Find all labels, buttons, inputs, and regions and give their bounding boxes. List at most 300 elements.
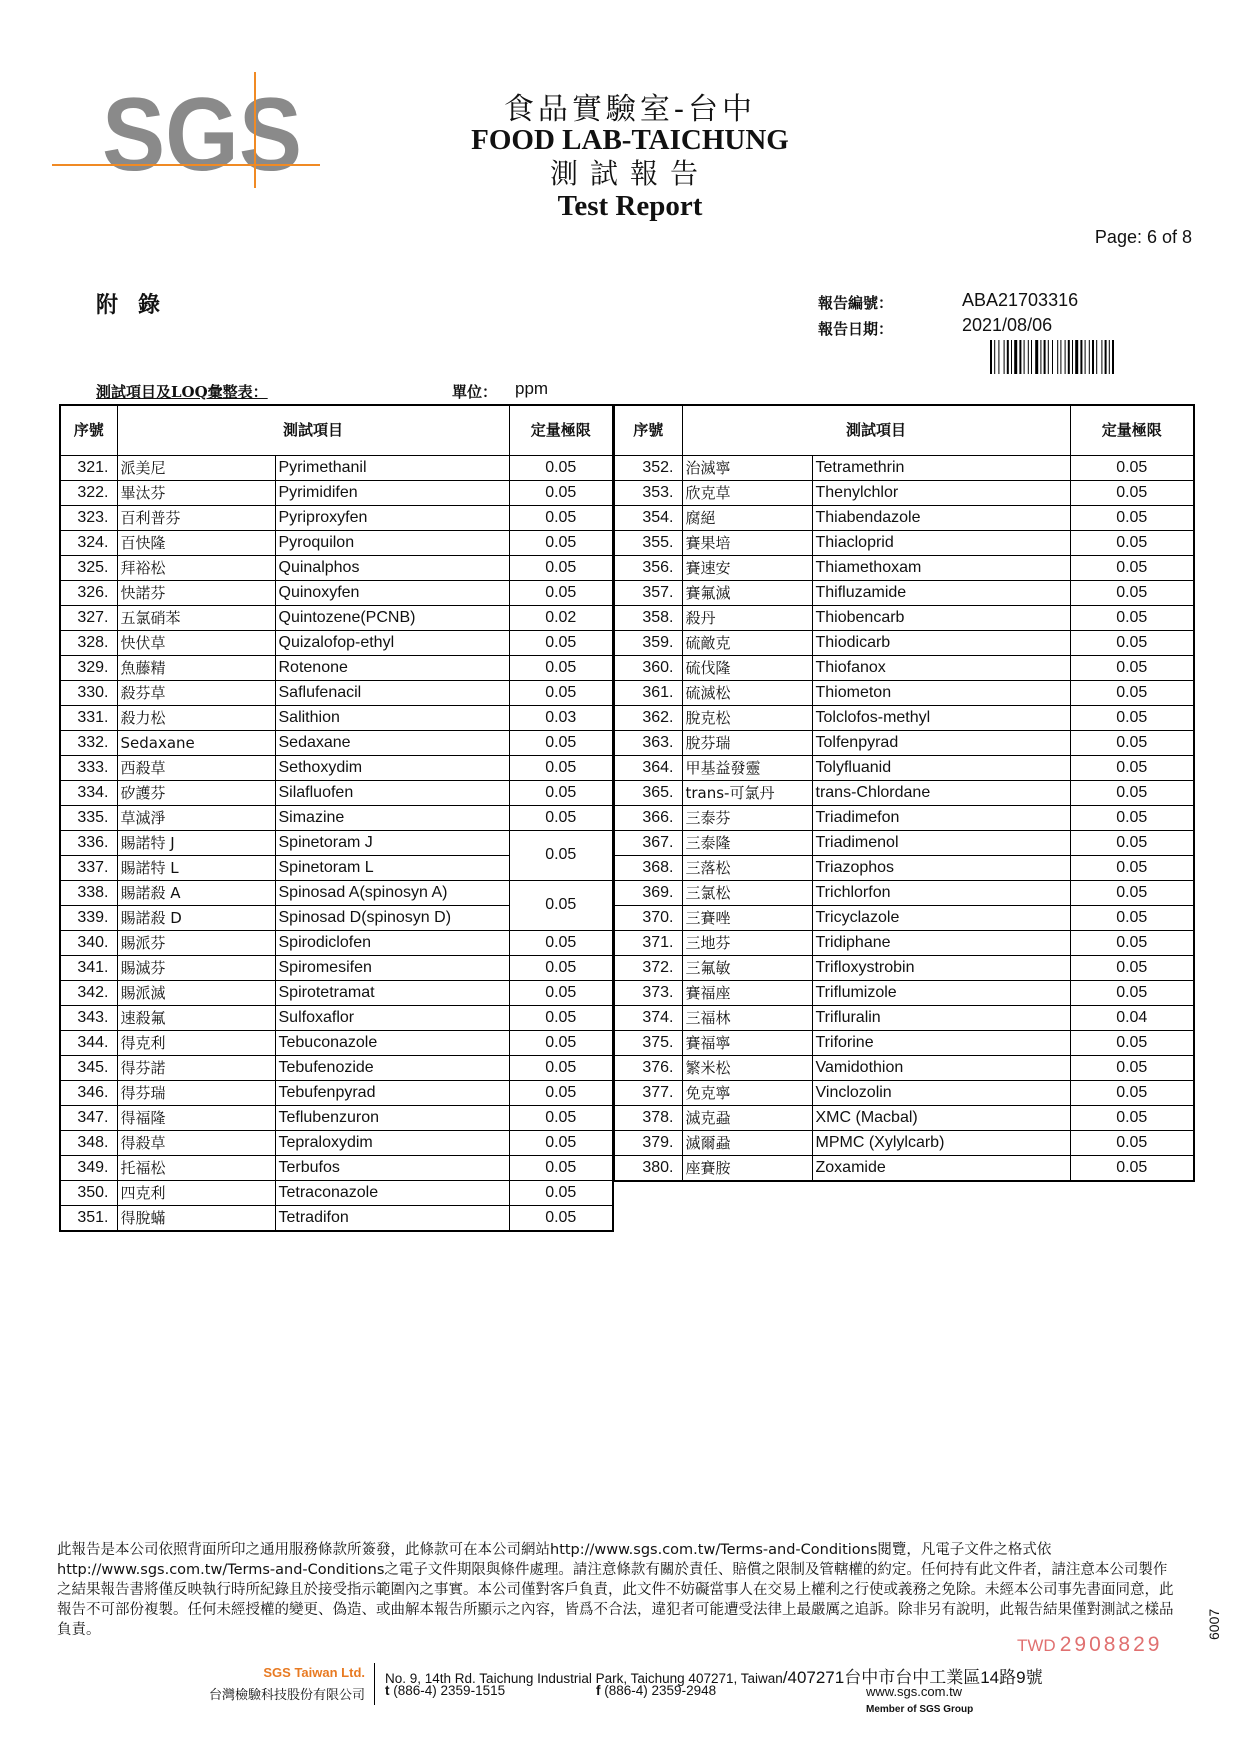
item-name-en: Tolfenpyrad [812,730,1070,755]
quantification-limit: 0.05 [1070,755,1194,780]
item-name-en: Terbufos [275,1155,509,1180]
table-row [60,630,613,655]
item-name-en: Trichlorfon [812,880,1070,905]
table-row [614,855,1194,880]
row-number: 378. [614,1105,682,1130]
row-number: 333. [60,755,117,780]
item-name-zh: 滅克蝨 [682,1105,812,1130]
quantification-limit: 0.05 [1070,805,1194,830]
item-name-zh: 脫芬瑞 [682,730,812,755]
row-number: 335. [60,805,117,830]
table-row [614,830,1194,855]
quantification-limit: 0.05 [1070,905,1194,930]
table-row [60,1030,613,1055]
item-name-zh: 得殺草 [117,1130,275,1155]
row-number: 353. [614,480,682,505]
item-name-en: Spinetoram L [275,855,509,880]
item-name-en: Thiometon [812,680,1070,705]
row-number: 322. [60,480,117,505]
item-name-zh: 草滅淨 [117,805,275,830]
item-name-zh: 繁米松 [682,1055,812,1080]
item-name-en: Quinalphos [275,555,509,580]
row-number: 355. [614,530,682,555]
item-name-en: Tridiphane [812,930,1070,955]
row-number: 324. [60,530,117,555]
table-row [60,1055,613,1080]
item-name-en: Triadimefon [812,805,1070,830]
row-number: 350. [60,1180,117,1205]
item-name-en: Tepraloxydim [275,1130,509,1155]
item-name-en: Quintozene(PCNB) [275,605,509,630]
quantification-limit: 0.05 [1070,680,1194,705]
row-number: 356. [614,555,682,580]
table-row [60,830,613,855]
company-name-zh: 台灣檢驗科技股份有限公司 [208,1688,365,1703]
disclaimer-text: 此報告是本公司依照背面所印之通用服務條款所簽發，此條款可在本公司網站 [57,1542,550,1558]
item-name-zh: 賽福寧 [682,1030,812,1055]
item-name-zh: 矽護芬 [117,780,275,805]
quantification-limit: 0.05 [509,505,613,530]
item-name-en: Trifloxystrobin [812,955,1070,980]
table-row [614,505,1194,530]
serial-prefix: TWD [1017,1636,1056,1655]
quantification-limit: 0.05 [509,455,613,480]
quantification-limit: 0.05 [509,680,613,705]
row-number: 370. [614,905,682,930]
item-name-zh: 賽福座 [682,980,812,1005]
address-zh: /407271台中市台中工業區14路9號 [782,1668,1043,1687]
item-name-en: XMC (Macbal) [812,1105,1070,1130]
report-date-label: 報告日期： [818,320,894,338]
quantification-limit: 0.05 [509,755,613,780]
item-name-zh: 座賽胺 [682,1155,812,1181]
item-name-zh: 治滅寧 [682,455,812,480]
quantification-limit: 0.05 [509,1080,613,1105]
table-row [60,880,613,905]
quantification-limit: 0.05 [509,555,613,580]
row-number: 332. [60,730,117,755]
item-name-zh: 賽果培 [682,530,812,555]
row-number: 374. [614,1005,682,1030]
quantification-limit: 0.05 [1070,655,1194,680]
table-row [614,980,1194,1005]
row-number: 359. [614,630,682,655]
row-number: 380. [614,1155,682,1181]
loq-table-left [59,404,614,1232]
quantification-limit: 0.05 [1070,705,1194,730]
item-name-en: Simazine [275,805,509,830]
quantification-limit: 0.05 [509,880,613,930]
table-row [614,1030,1194,1055]
appendix-title: 附錄 [96,292,181,318]
row-number: 358. [614,605,682,630]
item-name-en: Quinoxyfen [275,580,509,605]
table-row [60,1105,613,1130]
item-name-zh: 百快隆 [117,530,275,555]
row-number: 372. [614,955,682,980]
item-name-zh: 腐絕 [682,505,812,530]
fax [596,1683,716,1698]
table-row [60,480,613,505]
disclaimer-text: 閱覽，凡電子文件之格式依 [877,1542,1052,1558]
item-name-en: Sedaxane [275,730,509,755]
summary-title: 測試項目及LOQ彙整表： [96,383,268,401]
row-number: 343. [60,1005,117,1030]
item-name-zh: 三氟敏 [682,955,812,980]
item-name-zh: 速殺氟 [117,1005,275,1030]
table-row [60,655,613,680]
item-name-zh: 四克利 [117,1180,275,1205]
sgs-logo [52,72,322,188]
row-number: 340. [60,930,117,955]
lab-title-zh: 食品實驗室-台中 [503,92,757,127]
row-number: 363. [614,730,682,755]
quantification-limit: 0.05 [1070,730,1194,755]
row-number: 339. [60,905,117,930]
item-name-zh: 賜諾殺 A [117,880,275,905]
table-row [614,880,1194,905]
column-header-limit: 定量極限 [1070,405,1194,455]
table-row [60,1180,613,1205]
item-name-en: Spinetoram J [275,830,509,855]
table-row [60,780,613,805]
quantification-limit: 0.05 [1070,880,1194,905]
row-number: 364. [614,755,682,780]
quantification-limit: 0.05 [1070,1080,1194,1105]
quantification-limit: 0.05 [509,580,613,605]
item-name-zh: 殺丹 [682,605,812,630]
item-name-en: Thifluzamide [812,580,1070,605]
item-name-zh: 魚藤精 [117,655,275,680]
table-row [614,1080,1194,1105]
item-name-zh: 賜諾特 J [117,830,275,855]
item-name-en: Tolyfluanid [812,755,1070,780]
quantification-limit: 0.05 [509,980,613,1005]
item-name-zh: 三賽唑 [682,905,812,930]
row-number: 375. [614,1030,682,1055]
item-name-en: Spirotetramat [275,980,509,1005]
table-row [60,805,613,830]
quantification-limit: 0.05 [1070,1130,1194,1155]
table-row [60,1205,613,1231]
item-name-zh: 派美尼 [117,455,275,480]
row-number: 344. [60,1030,117,1055]
phone [385,1683,505,1698]
unit-value: ppm [515,379,549,398]
quantification-limit: 0.05 [509,930,613,955]
item-name-zh: 滅爾蝨 [682,1130,812,1155]
item-name-zh: trans-可氯丹 [682,780,812,805]
item-name-zh: 得克利 [117,1030,275,1055]
table-row [614,680,1194,705]
item-name-en: Rotenone [275,655,509,680]
item-name-zh: 得脫蟎 [117,1205,275,1231]
row-number: 368. [614,855,682,880]
item-name-zh: 免克寧 [682,1080,812,1105]
item-name-en: trans-Chlordane [812,780,1070,805]
quantification-limit: 0.05 [509,1055,613,1080]
item-name-en: Pyroquilon [275,530,509,555]
disclaimer-text: 之電子文件期限與條件處理。請注意條款有關於責任、賠償之限制及管轄權的約定。任何持有此文件者，請注意本公司製作之結果報告書將僅反映執行時所紀錄且於接受指示範圍內之事實。本公司僅對客戶負責，此文件不妨礙當事人在交易上權利之行使或義務之免除。未經本公司事先書面同意，此報告不可部份複製。任何未經授權的變更、偽造、或曲解本報告所顯示之內容，皆爲不合法，違犯者可能遭受法律上最嚴厲之追訴。除非另有說明，此報告結果僅對測試之樣品負責。 [57,1562,1174,1638]
quantification-limit: 0.05 [509,480,613,505]
quantification-limit: 0.05 [1070,480,1194,505]
item-name-zh: 得福隆 [117,1105,275,1130]
item-name-zh: 畢汰芬 [117,480,275,505]
item-name-en: Thiabendazole [812,505,1070,530]
quantification-limit: 0.05 [509,1205,613,1231]
table-row [60,1130,613,1155]
table-row [60,530,613,555]
quantification-limit: 0.05 [1070,980,1194,1005]
fax-label: f [596,1683,601,1698]
quantification-limit: 0.02 [509,605,613,630]
row-number: 345. [60,1055,117,1080]
item-name-en: Spiromesifen [275,955,509,980]
quantification-limit: 0.05 [1070,630,1194,655]
table-row [60,505,613,530]
quantification-limit: 0.05 [509,1005,613,1030]
footer-divider [374,1663,375,1705]
table-row [60,955,613,980]
table-row [614,730,1194,755]
item-name-zh: 甲基益發靈 [682,755,812,780]
row-number: 342. [60,980,117,1005]
row-number: 373. [614,980,682,1005]
item-name-zh: 賜諾特 L [117,855,275,880]
row-number: 361. [614,680,682,705]
item-name-en: Spirodiclofen [275,930,509,955]
side-code: 6007 [1206,1608,1222,1640]
row-number: 349. [60,1155,117,1180]
quantification-limit: 0.05 [1070,580,1194,605]
table-row [60,605,613,630]
item-name-zh: 賜諾殺 D [117,905,275,930]
quantification-limit: 0.05 [509,1030,613,1055]
row-number: 348. [60,1130,117,1155]
item-name-en: Sethoxydim [275,755,509,780]
quantification-limit: 0.05 [1070,830,1194,855]
item-name-zh: 賜派芬 [117,930,275,955]
item-name-zh: 硫滅松 [682,680,812,705]
logo-text: SGS [102,77,302,188]
lab-title-en: FOOD LAB-TAICHUNG [471,124,789,156]
row-number: 331. [60,705,117,730]
quantification-limit: 0.05 [509,830,613,880]
table-row [614,1005,1194,1030]
item-name-zh: 硫伐隆 [682,655,812,680]
page-number: Page: 6 of 8 [1094,227,1192,247]
item-name-zh: 快伏草 [117,630,275,655]
row-number: 329. [60,655,117,680]
terms-link[interactable]: http://www.sgs.com.tw/Terms-and-Conditions [550,1542,878,1558]
table-row [60,980,613,1005]
item-name-en: Tebuconazole [275,1030,509,1055]
quantification-limit: 0.05 [509,730,613,755]
table-row [60,730,613,755]
item-name-en: Thiobencarb [812,605,1070,630]
item-name-en: Thiamethoxam [812,555,1070,580]
item-name-en: Trifluralin [812,1005,1070,1030]
row-number: 365. [614,780,682,805]
table-row [60,930,613,955]
column-header-limit: 定量極限 [509,405,613,455]
table-row [60,755,613,780]
item-name-zh: 三泰隆 [682,830,812,855]
table-row [614,1055,1194,1080]
row-number: 352. [614,455,682,480]
report-number-label: 報告編號： [818,294,894,312]
table-row [614,905,1194,930]
table-row [614,705,1194,730]
loq-table-right [613,404,1195,1182]
row-number: 351. [60,1205,117,1231]
table-row [614,580,1194,605]
item-name-en: Tetramethrin [812,455,1070,480]
row-number: 336. [60,830,117,855]
item-name-zh: 五氯硝苯 [117,605,275,630]
item-name-en: Pyrimethanil [275,455,509,480]
item-name-zh: 三氯松 [682,880,812,905]
quantification-limit: 0.03 [509,705,613,730]
item-name-en: Vinclozolin [812,1080,1070,1105]
item-name-en: Teflubenzuron [275,1105,509,1130]
table-row [614,780,1194,805]
table-row [614,955,1194,980]
item-name-en: Thiodicarb [812,630,1070,655]
item-name-zh: 三泰芬 [682,805,812,830]
row-number: 371. [614,930,682,955]
report-number: ABA21703316 [962,290,1079,310]
row-number: 367. [614,830,682,855]
table-row [614,1105,1194,1130]
item-name-en: Triazophos [812,855,1070,880]
item-name-en: Tebufenozide [275,1055,509,1080]
quantification-limit: 0.05 [509,1180,613,1205]
item-name-zh: 三落松 [682,855,812,880]
item-name-zh: 得芬瑞 [117,1080,275,1105]
column-header-no: 序號 [614,405,682,455]
item-name-en: Quizalofop-ethyl [275,630,509,655]
address-en: No. 9, 14th Rd. Taichung Industrial Park, Taichung 407271, Taiwan [385,1671,783,1686]
serial-number [1017,1633,1162,1657]
quantification-limit: 0.05 [509,1105,613,1130]
item-name-zh: 脫克松 [682,705,812,730]
table-row [60,705,613,730]
row-number: 369. [614,880,682,905]
item-name-en: Tolclofos-methyl [812,705,1070,730]
row-number: 366. [614,805,682,830]
quantification-limit: 0.05 [509,780,613,805]
item-name-zh: 欣克草 [682,480,812,505]
member-of-group: Member of SGS Group [866,1704,974,1715]
row-number: 360. [614,655,682,680]
table-row [60,455,613,480]
item-name-en: Triforine [812,1030,1070,1055]
item-name-en: Saflufenacil [275,680,509,705]
company-name-en: SGS Taiwan Ltd. [263,1665,365,1680]
column-header-item: 測試項目 [117,405,509,455]
item-name-zh: 賜滅芬 [117,955,275,980]
item-name-zh: 三福林 [682,1005,812,1030]
item-name-en: Thenylchlor [812,480,1070,505]
item-name-zh: 殺力松 [117,705,275,730]
item-name-en: Triflumizole [812,980,1070,1005]
table-row [60,680,613,705]
row-number: 347. [60,1105,117,1130]
quantification-limit: 0.04 [1070,1005,1194,1030]
table-row [60,1080,613,1105]
quantification-limit: 0.05 [1070,1155,1194,1181]
item-name-en: Vamidothion [812,1055,1070,1080]
item-name-en: Thiofanox [812,655,1070,680]
row-number: 341. [60,955,117,980]
row-number: 337. [60,855,117,880]
row-number: 326. [60,580,117,605]
quantification-limit: 0.05 [509,1155,613,1180]
quantification-limit: 0.05 [1070,505,1194,530]
quantification-limit: 0.05 [1070,955,1194,980]
quantification-limit: 0.05 [1070,1105,1194,1130]
item-name-en: Tebufenpyrad [275,1080,509,1105]
quantification-limit: 0.05 [509,655,613,680]
table-row [614,605,1194,630]
table-row [614,655,1194,680]
table-row [614,530,1194,555]
row-number: 330. [60,680,117,705]
row-number: 325. [60,555,117,580]
table-row [60,555,613,580]
website[interactable]: www.sgs.com.tw [866,1684,963,1699]
table-row [614,630,1194,655]
fax-number: (886-4) 2359-2948 [604,1683,717,1698]
item-name-zh: 托福松 [117,1155,275,1180]
row-number: 321. [60,455,117,480]
table-row [60,580,613,605]
item-name-zh: 拜裕松 [117,555,275,580]
serial-digits: 2908829 [1059,1633,1163,1656]
table-row [614,755,1194,780]
quantification-limit: 0.05 [1070,780,1194,805]
item-name-zh: 百利普芬 [117,505,275,530]
report-title-en: Test Report [557,190,703,222]
quantification-limit: 0.05 [509,955,613,980]
item-name-en: Silafluofen [275,780,509,805]
item-name-en: Triadimenol [812,830,1070,855]
row-number: 379. [614,1130,682,1155]
item-name-en: Zoxamide [812,1155,1070,1181]
item-name-zh: 快諾芬 [117,580,275,605]
row-number: 334. [60,780,117,805]
quantification-limit: 0.05 [509,630,613,655]
item-name-zh: 得芬諾 [117,1055,275,1080]
quantification-limit: 0.05 [1070,855,1194,880]
quantification-limit: 0.05 [1070,1055,1194,1080]
table-row [614,930,1194,955]
phone-label: t [385,1683,390,1698]
item-name-zh: 殺芬草 [117,680,275,705]
quantification-limit: 0.05 [1070,455,1194,480]
item-name-en: Spinosad A(spinosyn A) [275,880,509,905]
column-header-item: 測試項目 [682,405,1070,455]
row-number: 338. [60,880,117,905]
item-name-en: Sulfoxaflor [275,1005,509,1030]
item-name-en: Tetradifon [275,1205,509,1231]
table-row [614,805,1194,830]
terms-link[interactable]: http://www.sgs.com.tw/Terms-and-Conditions [57,1562,385,1578]
item-name-en: MPMC (Xylylcarb) [812,1130,1070,1155]
row-number: 377. [614,1080,682,1105]
barcode [990,340,1160,374]
